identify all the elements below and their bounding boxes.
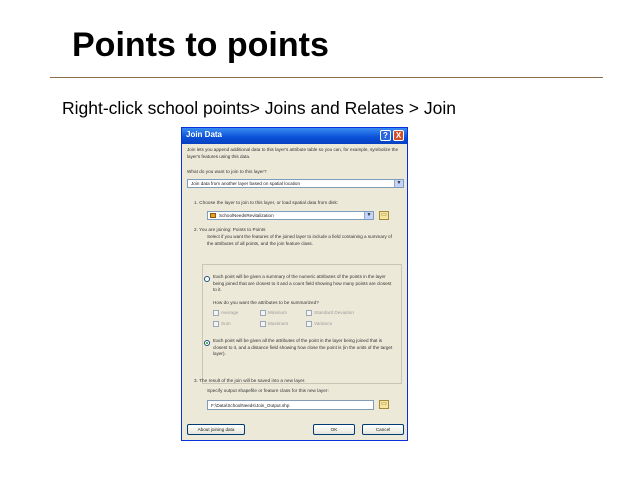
join-data-dialog: [181, 127, 408, 441]
variance-checkbox[interactable]: [306, 321, 312, 327]
step2-label: 2. You are joining: Points to Points: [194, 227, 266, 232]
summary-radio[interactable]: [204, 276, 210, 282]
option2-text: Each point will be given all the attributes of the point in the layer being joined that is closest to it, and a distance field showing how close the point is (in the units of the target layer).: [213, 338, 393, 357]
about-joining-button[interactable]: About joining data: [187, 424, 245, 435]
closest-radio[interactable]: [204, 340, 210, 346]
step1-label: 1. Choose the layer to join to this layer, or load spatial data from disk:: [194, 200, 339, 205]
stddev-checkbox[interactable]: [306, 310, 312, 316]
help-button[interactable]: ?: [380, 130, 391, 141]
layer-icon: [210, 213, 216, 218]
layer-value: SchoolNeedsRevitalization: [219, 213, 274, 218]
title-rule: [50, 77, 603, 78]
maximum-label: Maximum: [268, 321, 289, 326]
question-label: What do you want to join to this layer?: [187, 169, 267, 174]
slide-title: Points to points: [72, 26, 329, 64]
minimum-checkbox[interactable]: [260, 310, 266, 316]
chevron-down-icon[interactable]: ▼: [394, 180, 403, 187]
stddev-label: Standard Deviation: [314, 310, 354, 315]
join-type-value: Join data from another layer based on spatial location: [191, 181, 301, 186]
output-path-value: F:\Data\SchoolNeeds\Join_Output.shp: [211, 403, 290, 408]
intro-text: Join lets you append additional data to this layer's attribute table so you can, for example, symbolize the layer's features using this data.: [187, 147, 399, 159]
sum-checkbox[interactable]: [213, 321, 219, 327]
variance-label: Variance: [314, 321, 333, 326]
minimum-label: Minimum: [268, 310, 287, 315]
option1-text: Each point will be given a summary of the numeric attributes of the points in the layer being joined that are closest to it and a count field showing how many points are closest to it.: [213, 274, 392, 293]
average-checkbox[interactable]: [213, 310, 219, 316]
dialog-title: Join Data: [186, 130, 223, 139]
average-label: Average: [221, 310, 239, 315]
step3-label: 3. The result of the join will be saved into a new layer.: [194, 378, 306, 383]
step2-description: Select if you want the features of the joined layer to include a field containing a summary of the attributes of all points, and the join feature class.: [207, 234, 392, 246]
join-type-select[interactable]: [187, 179, 404, 188]
summarize-prompt: How do you want the attributes to be summarized?: [213, 300, 319, 305]
sum-label: Sum: [221, 321, 231, 326]
close-button[interactable]: X: [393, 130, 404, 141]
ok-button[interactable]: OK: [313, 424, 355, 435]
chevron-down-icon[interactable]: ▼: [364, 212, 373, 219]
output-path-input[interactable]: [207, 400, 374, 410]
maximum-checkbox[interactable]: [260, 321, 266, 327]
layer-select[interactable]: [207, 211, 374, 220]
cancel-button[interactable]: Cancel: [362, 424, 404, 435]
dialog-titlebar[interactable]: [182, 128, 407, 144]
step3-description: Specify output shapefile or feature class for this new layer:: [207, 388, 329, 393]
browse-output-folder-icon[interactable]: ▭: [379, 400, 389, 409]
slide-caption: Right-click school points> Joins and Relates > Join: [62, 98, 456, 118]
browse-folder-icon[interactable]: ▭: [379, 211, 389, 220]
